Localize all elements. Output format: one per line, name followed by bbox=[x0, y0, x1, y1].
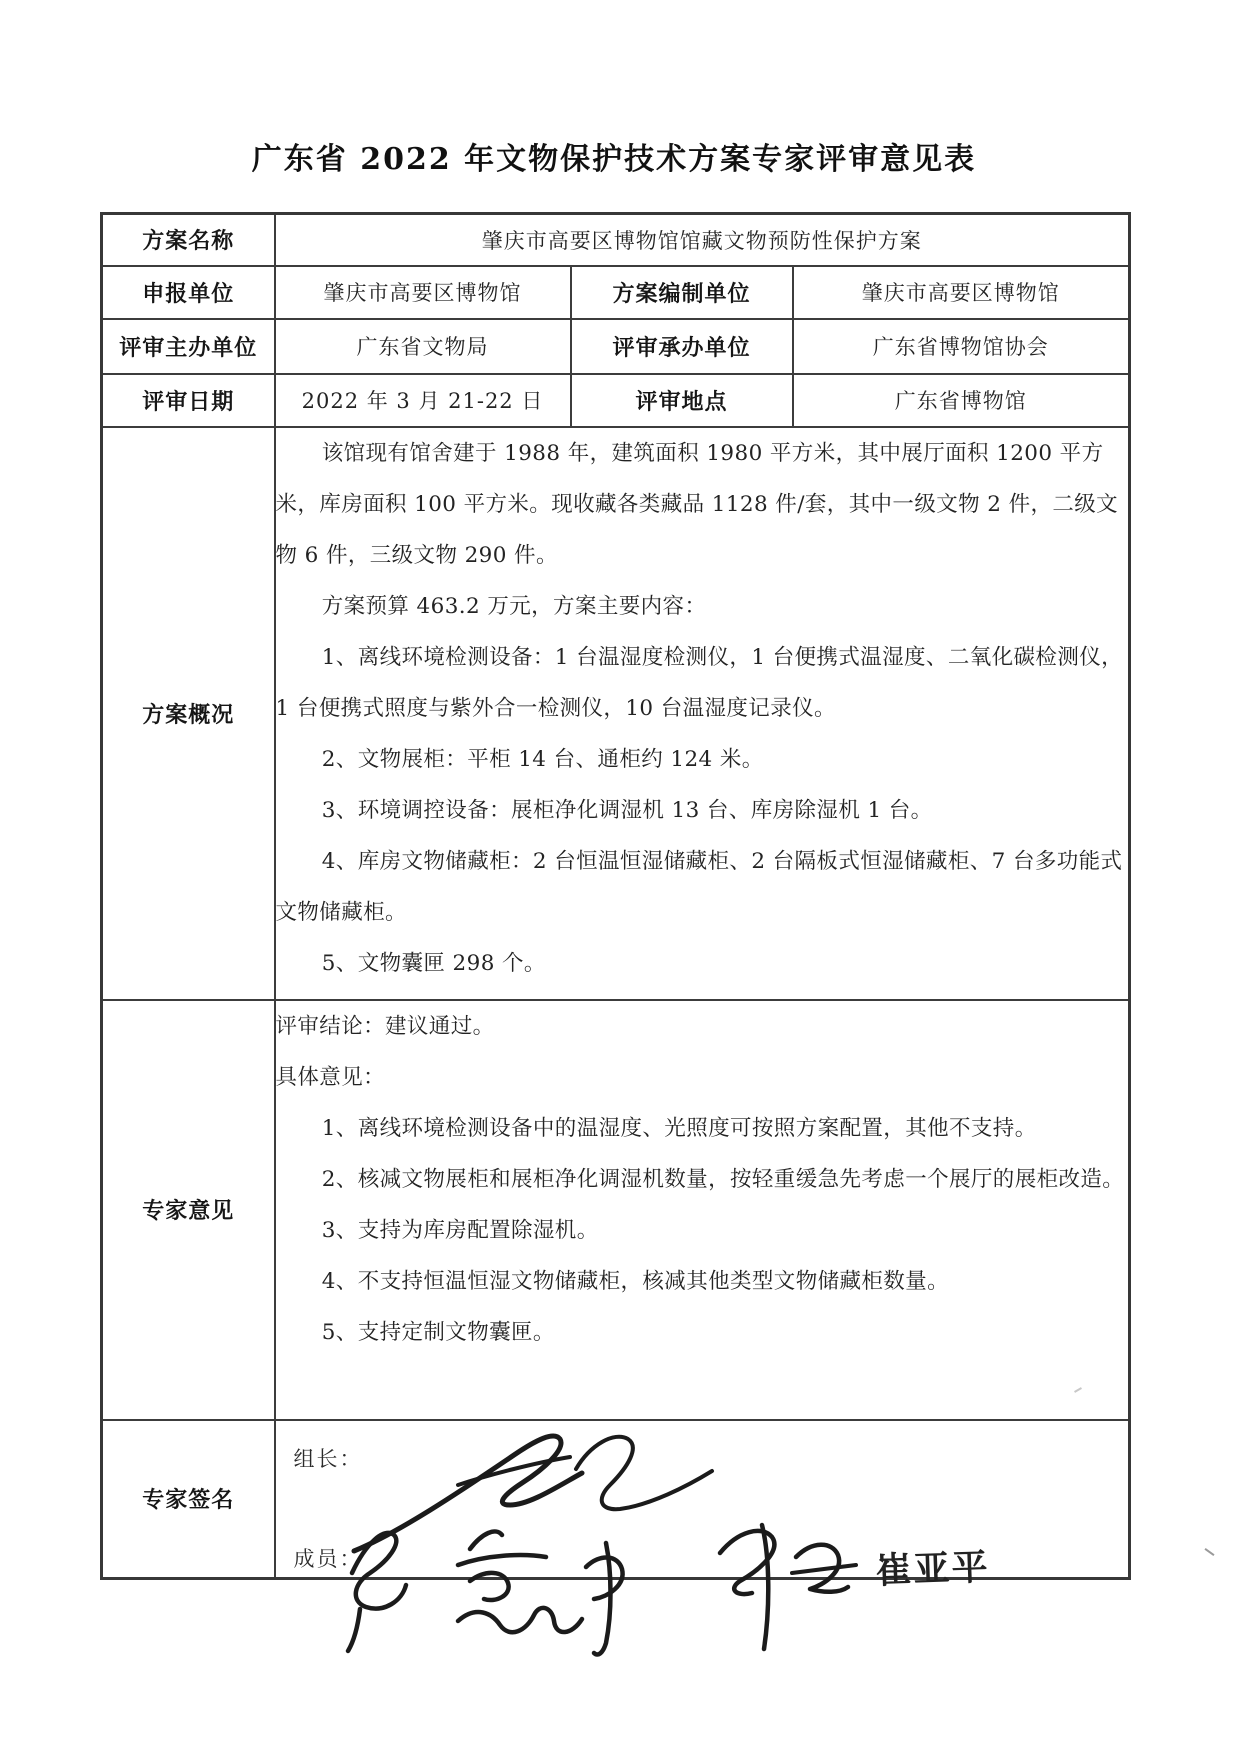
applicant-value: 肇庆市高要区博物馆 bbox=[275, 266, 571, 319]
signatures-label: 专家签名 bbox=[102, 1420, 275, 1579]
row-expert-signatures bbox=[102, 1420, 1130, 1579]
opinions-content bbox=[275, 1000, 1130, 1420]
opinions-list-item: 4、不支持恒温恒湿文物储藏柜，核减其他类型文物储藏柜数量。 bbox=[321, 1268, 950, 1294]
opinions-list-item: 1、离线环境检测设备中的温湿度、光照度可按照方案配置，其他不支持。 bbox=[321, 1115, 1037, 1141]
applicant-label: 申报单位 bbox=[102, 266, 275, 319]
opinions-list-item: 3、支持为库房配置除湿机。 bbox=[321, 1217, 599, 1243]
scan-speck bbox=[1204, 1548, 1214, 1556]
opinions-list-item: 5、支持定制文物囊匣。 bbox=[321, 1319, 555, 1345]
member-name-handwritten: 崔亚平 bbox=[874, 1545, 990, 1592]
review-organizer-label: 评审承办单位 bbox=[571, 319, 793, 374]
row-date-place bbox=[102, 374, 1130, 427]
opinions-detail-heading: 具体意见： bbox=[275, 1064, 386, 1090]
review-date-label: 评审日期 bbox=[102, 374, 275, 427]
row-review-units bbox=[102, 319, 1130, 374]
overview-list-item: 2、文物展柜：平柜 14 台、通柜约 124 米。 bbox=[321, 746, 764, 772]
row-plan-name bbox=[102, 214, 1130, 266]
overview-paragraph: 该馆现有馆舍建于 1988 年，建筑面积 1980 平方米，其中展厅面积 1200 平方米，库房面积 100 平方米。现收藏各类藏品 1128 件/套，其中一级文物 2 件，二级文物 6 件，三级文物 290 件。 bbox=[275, 440, 1119, 568]
signatures-area bbox=[275, 1420, 1130, 1592]
opinions-label: 专家意见 bbox=[102, 1000, 275, 1420]
overview-content bbox=[275, 427, 1130, 1000]
overview-list-item: 4、库房文物储藏柜：2 台恒温恒湿储藏柜、2 台隔板式恒湿储藏柜、7 台多功能式文物储藏柜。 bbox=[275, 848, 1123, 925]
overview-list-item: 1、离线环境检测设备：1 台温湿度检测仪，1 台便携式温湿度、二氧化碳检测仪，1 台便携式照度与紫外合一检测仪，10 台温湿度记录仪。 bbox=[275, 644, 1124, 721]
row-applicant-compiler bbox=[102, 266, 1130, 319]
row-expert-opinions bbox=[102, 1000, 1130, 1420]
review-host-label: 评审主办单位 bbox=[102, 319, 275, 374]
plan-name-value: 肇庆市高要区博物馆馆藏文物预防性保护方案 bbox=[275, 214, 1130, 266]
members-signature-handwriting bbox=[300, 1509, 990, 1659]
review-date-value: 2022 年 3 月 21-22 日 bbox=[275, 374, 571, 427]
plan-name-label: 方案名称 bbox=[102, 214, 275, 266]
opinions-conclusion: 评审结论：建议通过。 bbox=[275, 1013, 495, 1039]
review-form-table bbox=[100, 212, 1131, 1592]
review-place-label: 评审地点 bbox=[571, 374, 793, 427]
opinions-list-item: 2、核减文物展柜和展柜净化调湿机数量，按轻重缓急先考虑一个展厅的展柜改造。 bbox=[321, 1166, 1125, 1192]
review-host-value: 广东省文物局 bbox=[275, 319, 571, 374]
overview-paragraph: 方案预算 463.2 万元，方案主要内容： bbox=[321, 593, 707, 619]
compiler-value: 肇庆市高要区博物馆 bbox=[793, 266, 1130, 319]
compiler-label: 方案编制单位 bbox=[571, 266, 793, 319]
overview-label: 方案概况 bbox=[102, 427, 275, 1000]
leader-signature-label: 组长： bbox=[293, 1446, 363, 1471]
review-place-value: 广东省博物馆 bbox=[793, 374, 1130, 427]
review-organizer-value: 广东省博物馆协会 bbox=[793, 319, 1130, 374]
page-title: 广东省 2022 年文物保护技术方案专家评审意见表 bbox=[251, 142, 977, 177]
row-plan-overview bbox=[102, 427, 1130, 1000]
overview-list-item: 3、环境调控设备：展柜净化调湿机 13 台、库房除湿机 1 台。 bbox=[321, 797, 933, 823]
members-signature-label: 成员： bbox=[293, 1546, 363, 1571]
overview-list-item: 5、文物囊匣 298 个。 bbox=[321, 950, 546, 976]
